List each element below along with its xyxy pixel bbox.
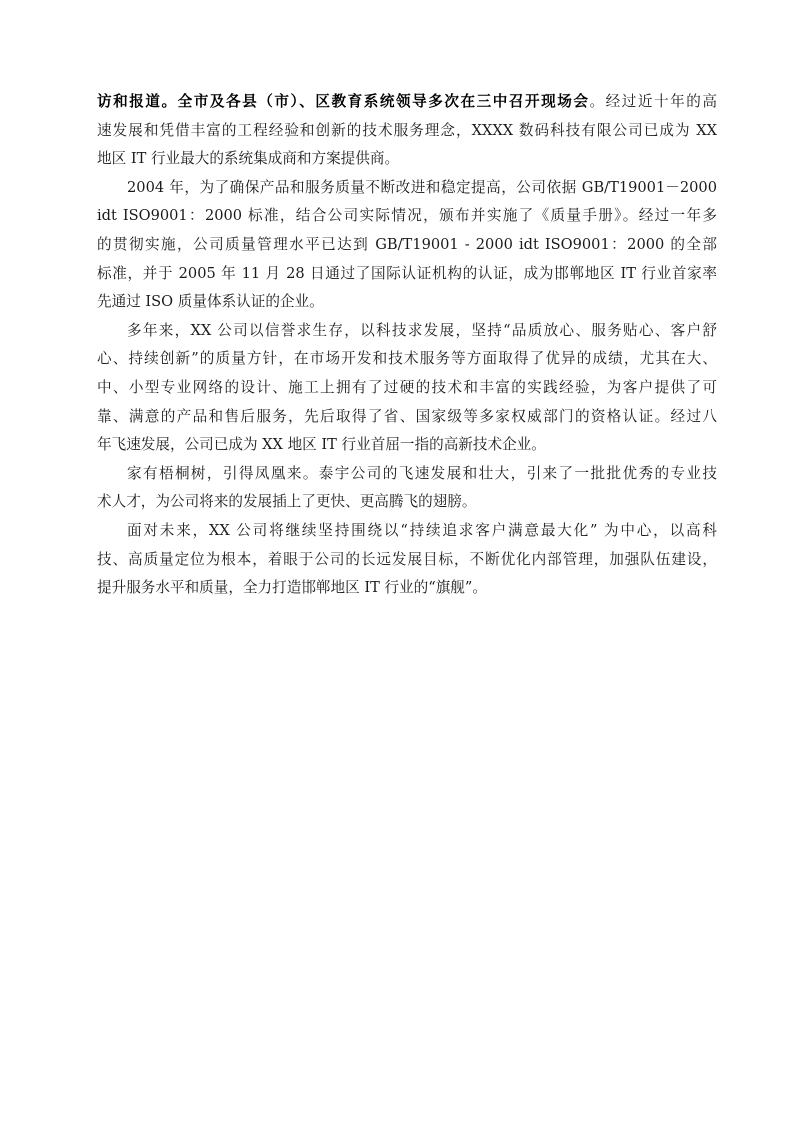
text-line: 技、高质量定位为根本，着眼于公司的长远发展目标，不断优化内部管理，加强队伍建设， — [97, 550, 717, 568]
text-line: 地区 IT 行业最大的系统集成商和方案提供商。 — [97, 150, 400, 168]
paragraph-4 — [97, 460, 717, 517]
text-segment: 。经过近十年的高 — [589, 93, 717, 110]
text-line: 心、持续创新”的质量方针，在市场开发和技术服务等方面取得了优异的成绩，尤其在大、 — [97, 350, 717, 368]
paragraph-1 — [97, 88, 717, 174]
text-line: 术人才，为公司将来的发展插上了更快、更高腾飞的翅膀。 — [97, 493, 477, 511]
text-line: 提升服务水平和质量，全力打造邯郸地区 IT 行业的“旗舰”。 — [97, 579, 487, 597]
text-line: 年飞速发展，公司已成为 XX 地区 IT 行业首屈一指的高新技术企业。 — [97, 436, 546, 454]
text-line: 靠、满意的产品和售后服务，先后取得了省、国家级等多家权威部门的资格认证。经过八 — [97, 407, 717, 425]
text-line: 速发展和凭借丰富的工程经验和创新的技术服务理念，XXXX 数码科技有限公司已成为 XX — [97, 121, 717, 139]
text-line: 家有梧桐树，引得凤凰来。泰宇公司的飞速发展和壮大，引来了一批批优秀的专业技 — [127, 464, 717, 482]
paragraph-5 — [97, 517, 717, 603]
text-line: 多年来，XX 公司以信誉求生存，以科技求发展，坚持“品质放心、服务贴心、客户舒 — [127, 321, 717, 339]
text-line: 的贯彻实施，公司质量管理水平已达到 GB/T19001 - 2000 idt ISO9001：2000 的全部 — [97, 235, 717, 253]
text-line: idt ISO9001：2000 标准，结合公司实际情况，颁布并实施了《质量手册》。经过一年多 — [97, 207, 717, 225]
text-line: 中、小型专业网络的设计、施工上拥有了过硬的技术和丰富的实践经验，为客户提供了可 — [97, 378, 717, 396]
paragraph-2 — [97, 174, 717, 317]
text-line: 标准，并于 2005 年 11 月 28 日通过了国际认证机构的认证，成为邯郸地区 IT 行业首家率 — [97, 264, 717, 282]
text-line: 先通过 ISO 质量体系认证的企业。 — [97, 293, 324, 311]
document-page — [97, 88, 717, 603]
text-line: 2004 年，为了确保产品和服务质量不断改进和稳定提高，公司依据 GB/T19001－2000 — [127, 178, 717, 196]
text-line: 面对未来，XX 公司将继续坚持围绕以“持续追求客户满意最大化” 为中心，以高科 — [127, 521, 717, 539]
bold-text-segment: 访和报道。全市及各县（市）、区教育系统领导多次在三中召开现场会 — [97, 93, 590, 110]
text-line — [97, 88, 717, 117]
paragraph-3 — [97, 317, 717, 460]
